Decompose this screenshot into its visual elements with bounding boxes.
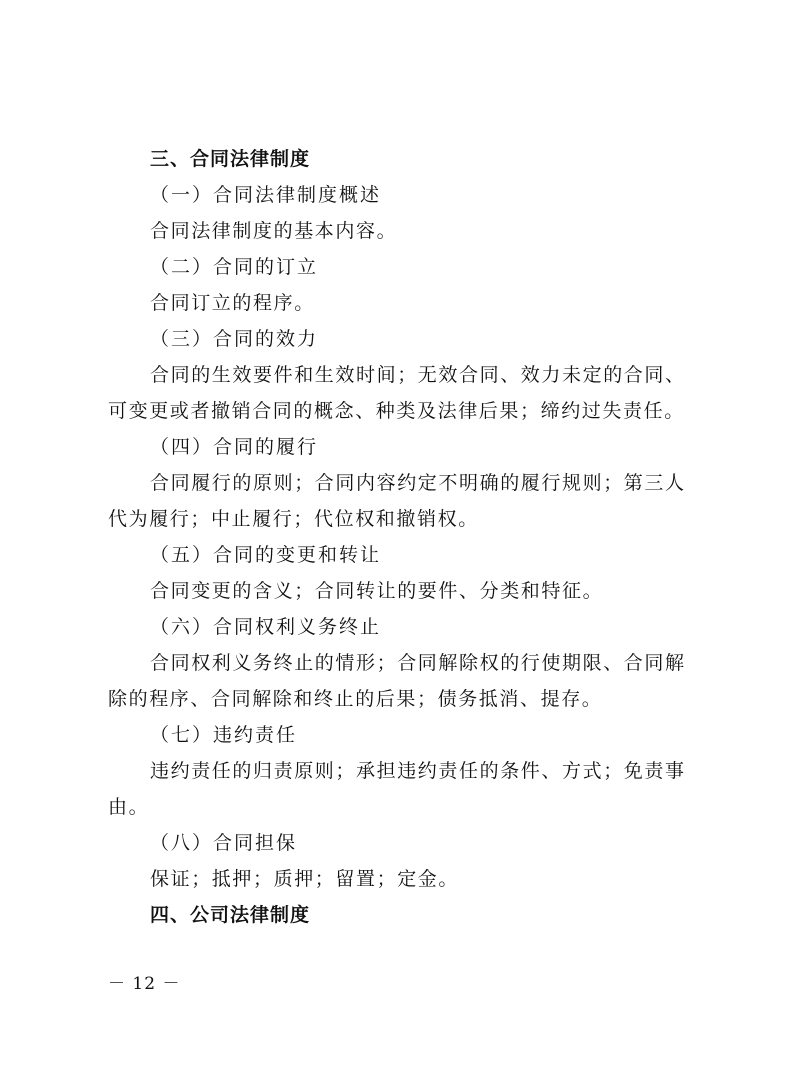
section-4-heading: 四、公司法律制度 xyxy=(150,904,311,926)
subsection-7-text-line-1: 违约责任的归责原则；承担违约责任的条件、方式；免责事 xyxy=(150,760,686,782)
subsection-3-text-line-2: 可变更或者撤销合同的概念、种类及法律后果；缔约过失责任。 xyxy=(108,400,685,422)
subsection-2-title: （二）合同的订立 xyxy=(150,256,319,278)
subsection-5-title: （五）合同的变更和转让 xyxy=(150,544,382,566)
subsection-7-text-line-2: 由。 xyxy=(108,796,150,818)
subsection-1-title: （一）合同法律制度概述 xyxy=(150,184,382,206)
subsection-4-text-line-1: 合同履行的原则；合同内容约定不明确的履行规则；第三人 xyxy=(150,472,686,494)
section-3-heading: 三、合同法律制度 xyxy=(150,148,311,170)
subsection-8-text: 保证；抵押；质押；留置；定金。 xyxy=(150,868,460,890)
subsection-5-text: 合同变更的含义；合同转让的要件、分类和特征。 xyxy=(150,580,604,602)
subsection-3-text-line-1: 合同的生效要件和生效时间；无效合同、效力未定的合同、 xyxy=(150,364,686,386)
subsection-8-title: （八）合同担保 xyxy=(150,832,298,854)
subsection-4-text-line-2: 代为履行；中止履行；代位权和撤销权。 xyxy=(108,508,479,530)
subsection-1-text: 合同法律制度的基本内容。 xyxy=(150,220,398,242)
subsection-2-text: 合同订立的程序。 xyxy=(150,292,315,314)
subsection-6-text-line-2: 除的程序、合同解除和终止的后果；债务抵消、提存。 xyxy=(108,688,603,710)
subsection-4-title: （四）合同的履行 xyxy=(150,436,319,458)
subsection-7-title: （七）违约责任 xyxy=(150,724,298,746)
subsection-3-title: （三）合同的效力 xyxy=(150,328,319,350)
page-number: － 12 － xyxy=(108,974,181,994)
subsection-6-text-line-1: 合同权利义务终止的情形；合同解除权的行使期限、合同解 xyxy=(150,652,686,674)
subsection-6-title: （六）合同权利义务终止 xyxy=(150,616,382,638)
